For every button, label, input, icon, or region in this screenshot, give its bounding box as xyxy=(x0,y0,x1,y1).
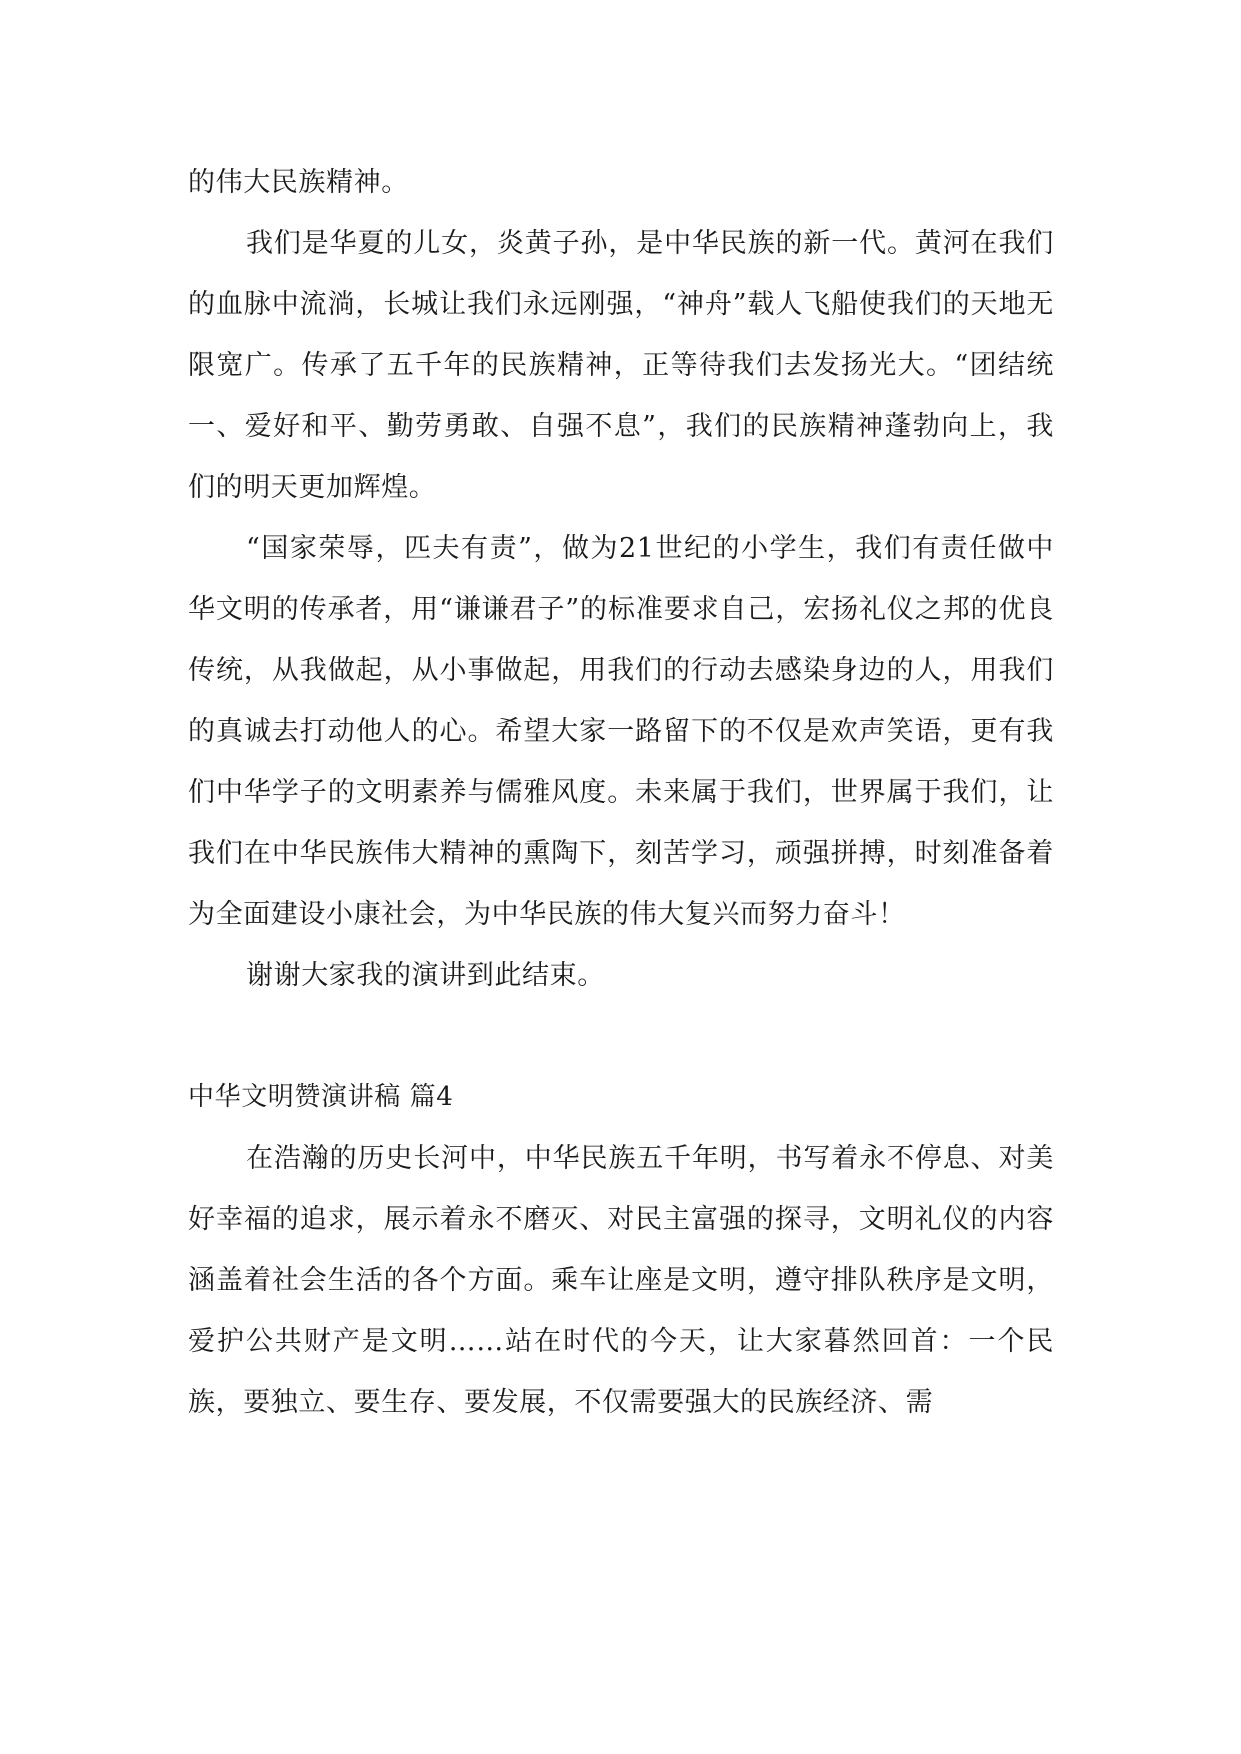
section-heading: 中华文明赞演讲稿 篇4 xyxy=(188,1082,454,1112)
paragraph-continuation: 的伟大民族精神。 xyxy=(188,167,409,198)
paragraph-history: 在浩瀚的历史长河中，中华民族五千年明，书写着永不停息、对美好幸福的追求，展示着永不磨灭、对民主富强的探寻，文明礼仪的内容涵盖着社会生活的各个方面。乘车让座是文明，遵守排队秩序是文明，爱护公共财产是文明……站在时代的今天，让大家暮然回首：一个民族，要独立、要生存、要发展，不仅需要强大的民族经济、需 xyxy=(188,1143,1054,1418)
document-page xyxy=(188,152,1054,1433)
paragraph-responsibility: “国家荣辱，匹夫有责”，做为21世纪的小学生，我们有责任做中华文明的传承者，用“谦谦君子”的标准要求自己，宏扬礼仪之邦的优良传统，从我做起，从小事做起，用我们的行动去感染身边的人，用我们的真诚去打动他人的心。希望大家一路留下的不仅是欢声笑语，更有我们中华学子的文明素养与儒雅风度。未来属于我们，世界属于我们，让我们在中华民族伟大精神的熏陶下，刻苦学习，顽强拼搏，时刻准备着为全面建设小康社会，为中华民族的伟大复兴而努力奋斗！ xyxy=(188,533,1054,930)
paragraph-descendants: 我们是华夏的儿女，炎黄子孙，是中华民族的新一代。黄河在我们的血脉中流淌，长城让我们永远刚强，“神舟”载人飞船使我们的天地无限宽广。传承了五千年的民族精神，正等待我们去发扬光大。“团结统一、爱好和平、勤劳勇敢、自强不息”，我们的民族精神蓬勃向上，我们的明天更加辉煌。 xyxy=(188,228,1054,503)
section-spacer xyxy=(188,1006,1054,1067)
paragraph-closing: 谢谢大家我的演讲到此结束。 xyxy=(246,960,605,991)
